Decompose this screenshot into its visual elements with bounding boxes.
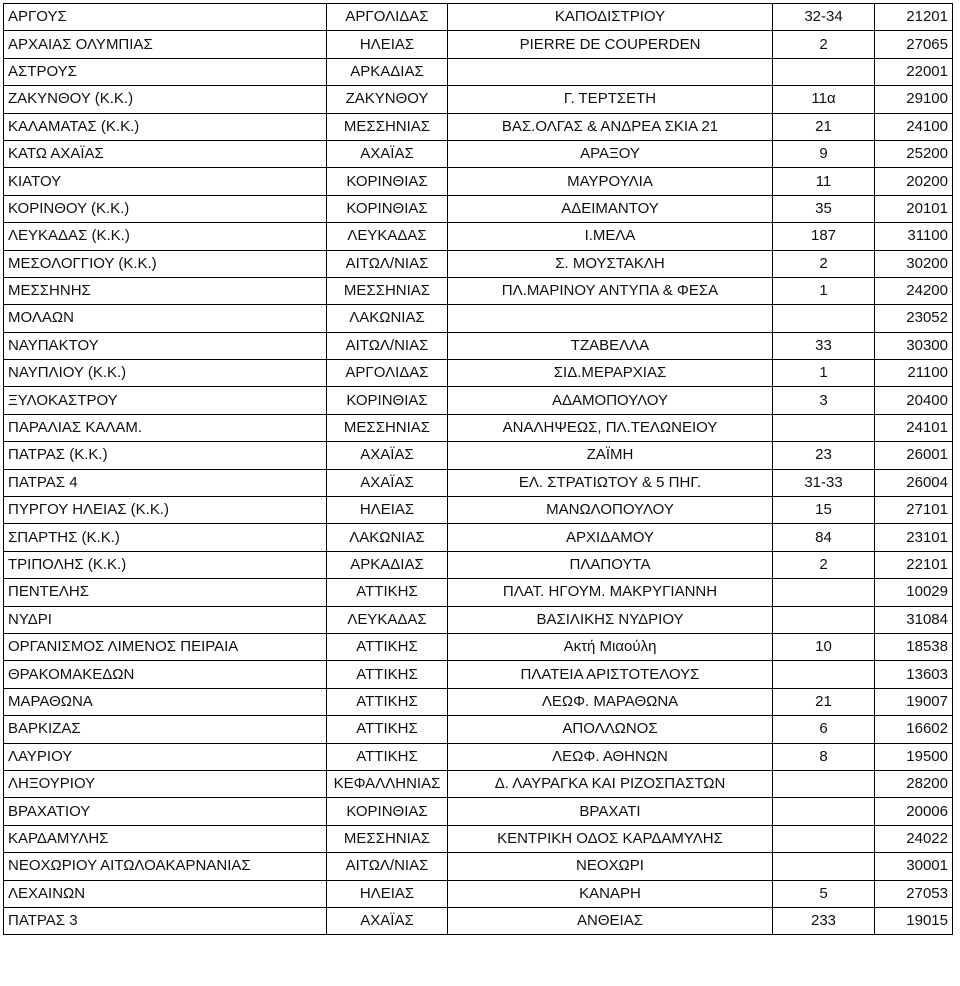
cell-number: 21	[773, 688, 875, 715]
cell-postal-code: 20400	[875, 387, 953, 414]
cell-number: 32-34	[773, 4, 875, 31]
cell-number: 2	[773, 31, 875, 58]
cell-postal-code: 30001	[875, 853, 953, 880]
cell-prefecture: ΑΡΚΑΔΙΑΣ	[327, 58, 448, 85]
cell-number: 233	[773, 907, 875, 934]
cell-city: ΜΕΣΣΗΝΗΣ	[4, 277, 327, 304]
cell-prefecture: ΑΡΚΑΔΙΑΣ	[327, 551, 448, 578]
cell-postal-code: 24200	[875, 277, 953, 304]
cell-postal-code: 19500	[875, 743, 953, 770]
cell-postal-code: 22101	[875, 551, 953, 578]
cell-prefecture: ΑΧΑΪΑΣ	[327, 140, 448, 167]
table-row	[4, 305, 953, 332]
cell-number: 3	[773, 387, 875, 414]
cell-street	[448, 305, 773, 332]
cell-city: ΠΑΤΡΑΣ 4	[4, 469, 327, 496]
cell-prefecture: ΛΕΥΚΑΔΑΣ	[327, 223, 448, 250]
table-row	[4, 688, 953, 715]
cell-number: 187	[773, 223, 875, 250]
cell-city: ΠΑΡΑΛΙΑΣ ΚΑΛΑΜ.	[4, 414, 327, 441]
cell-number: 15	[773, 497, 875, 524]
cell-street: Γ. ΤΕΡΤΣΕΤΗ	[448, 86, 773, 113]
cell-prefecture: ΑΙΤΩΛ/ΝΙΑΣ	[327, 250, 448, 277]
cell-number: 8	[773, 743, 875, 770]
cell-number: 33	[773, 332, 875, 359]
cell-number: 31-33	[773, 469, 875, 496]
cell-street: ΣΙΔ.ΜΕΡΑΡΧΙΑΣ	[448, 360, 773, 387]
cell-number: 23	[773, 442, 875, 469]
cell-prefecture: ΛΕΥΚΑΔΑΣ	[327, 606, 448, 633]
table-row	[4, 853, 953, 880]
cell-city: ΒΡΑΧΑΤΙΟΥ	[4, 798, 327, 825]
cell-number	[773, 825, 875, 852]
table-row	[4, 414, 953, 441]
cell-prefecture: ΑΙΤΩΛ/ΝΙΑΣ	[327, 853, 448, 880]
cell-number: 11α	[773, 86, 875, 113]
cell-city: ΑΡΓΟΥΣ	[4, 4, 327, 31]
cell-prefecture: ΑΤΤΙΚΗΣ	[327, 661, 448, 688]
cell-street: ΖΑΪΜΗ	[448, 442, 773, 469]
cell-prefecture: ΗΛΕΙΑΣ	[327, 497, 448, 524]
cell-postal-code: 24101	[875, 414, 953, 441]
cell-city: ΚΑΡΔΑΜΥΛΗΣ	[4, 825, 327, 852]
table-row	[4, 770, 953, 797]
cell-postal-code: 27053	[875, 880, 953, 907]
cell-number: 84	[773, 524, 875, 551]
cell-city: ΠΕΝΤΕΛΗΣ	[4, 579, 327, 606]
cell-city: ΜΑΡΑΘΩΝΑ	[4, 688, 327, 715]
cell-street: ΤΖΑΒΕΛΛΑ	[448, 332, 773, 359]
cell-street: ΑΡΑΞΟΥ	[448, 140, 773, 167]
cell-prefecture: ΜΕΣΣΗΝΙΑΣ	[327, 825, 448, 852]
cell-postal-code: 26001	[875, 442, 953, 469]
cell-postal-code: 25200	[875, 140, 953, 167]
cell-postal-code: 21100	[875, 360, 953, 387]
cell-postal-code: 24022	[875, 825, 953, 852]
cell-prefecture: ΑΤΤΙΚΗΣ	[327, 688, 448, 715]
cell-street: ΚΕΝΤΡΙΚΗ ΟΔΟΣ ΚΑΡΔΑΜΥΛΗΣ	[448, 825, 773, 852]
table-row	[4, 332, 953, 359]
table-row	[4, 113, 953, 140]
table-row	[4, 606, 953, 633]
cell-number	[773, 58, 875, 85]
cell-number: 10	[773, 633, 875, 660]
cell-street: Ι.ΜΕΛΑ	[448, 223, 773, 250]
table-row	[4, 469, 953, 496]
cell-street: ΠΛΑΠΟΥΤΑ	[448, 551, 773, 578]
cell-street: ΑΡΧΙΔΑΜΟΥ	[448, 524, 773, 551]
cell-street: ΚΑΠΟΔΙΣΤΡΙΟΥ	[448, 4, 773, 31]
cell-city: ΟΡΓΑΝΙΣΜΟΣ ΛΙΜΕΝΟΣ ΠΕΙΡΑΙΑ	[4, 633, 327, 660]
cell-city: ΑΡΧΑΙΑΣ ΟΛΥΜΠΙΑΣ	[4, 31, 327, 58]
cell-prefecture: ΑΤΤΙΚΗΣ	[327, 716, 448, 743]
cell-prefecture: ΖΑΚΥΝΘΟΥ	[327, 86, 448, 113]
cell-number	[773, 579, 875, 606]
cell-street: ΚΑΝΑΡΗ	[448, 880, 773, 907]
cell-city: ΛΕΧΑΙΝΩΝ	[4, 880, 327, 907]
table-row	[4, 223, 953, 250]
table-row	[4, 798, 953, 825]
cell-prefecture: ΑΤΤΙΚΗΣ	[327, 743, 448, 770]
table-row	[4, 551, 953, 578]
cell-city: ΝΥΔΡΙ	[4, 606, 327, 633]
cell-postal-code: 20006	[875, 798, 953, 825]
cell-city: ΚΑΤΩ ΑΧΑΪΑΣ	[4, 140, 327, 167]
cell-prefecture: ΑΧΑΪΑΣ	[327, 907, 448, 934]
cell-street: ΝΕΟΧΩΡΙ	[448, 853, 773, 880]
table-row	[4, 442, 953, 469]
cell-city: ΣΠΑΡΤΗΣ (Κ.Κ.)	[4, 524, 327, 551]
cell-city: ΝΑΥΠΛΙΟΥ (Κ.Κ.)	[4, 360, 327, 387]
cell-prefecture: ΚΟΡΙΝΘΙΑΣ	[327, 168, 448, 195]
cell-street: ΠΛΑΤΕΙΑ ΑΡΙΣΤΟΤΕΛΟΥΣ	[448, 661, 773, 688]
cell-postal-code: 30200	[875, 250, 953, 277]
cell-postal-code: 10029	[875, 579, 953, 606]
cell-prefecture: ΜΕΣΣΗΝΙΑΣ	[327, 113, 448, 140]
cell-prefecture: ΗΛΕΙΑΣ	[327, 31, 448, 58]
cell-street: ΜΑΥΡΟΥΛΙΑ	[448, 168, 773, 195]
cell-prefecture: ΚΕΦΑΛΛΗΝΙΑΣ	[327, 770, 448, 797]
table-row	[4, 360, 953, 387]
cell-prefecture: ΑΙΤΩΛ/ΝΙΑΣ	[327, 332, 448, 359]
cell-number	[773, 661, 875, 688]
cell-street: ΒΑΣΙΛΙΚΗΣ ΝΥΔΡΙΟΥ	[448, 606, 773, 633]
cell-street: ΠΛ.ΜΑΡΙΝΟΥ ΑΝΤΥΠΑ & ΦΕΣΑ	[448, 277, 773, 304]
cell-postal-code: 19007	[875, 688, 953, 715]
cell-street: ΛΕΩΦ. ΜΑΡΑΘΩΝΑ	[448, 688, 773, 715]
cell-prefecture: ΑΧΑΪΑΣ	[327, 442, 448, 469]
cell-city: ΞΥΛΟΚΑΣΤΡΟΥ	[4, 387, 327, 414]
cell-number	[773, 305, 875, 332]
cell-prefecture: ΑΧΑΪΑΣ	[327, 469, 448, 496]
cell-postal-code: 23052	[875, 305, 953, 332]
cell-prefecture: ΑΡΓΟΛΙΔΑΣ	[327, 360, 448, 387]
cell-prefecture: ΜΕΣΣΗΝΙΑΣ	[327, 414, 448, 441]
cell-prefecture: ΑΡΓΟΛΙΔΑΣ	[327, 4, 448, 31]
cell-postal-code: 20101	[875, 195, 953, 222]
cell-street: Δ. ΛΑΥΡΑΓΚΑ ΚΑΙ ΡΙΖΟΣΠΑΣΤΩΝ	[448, 770, 773, 797]
cell-city: ΠΑΤΡΑΣ (Κ.Κ.)	[4, 442, 327, 469]
cell-street: ΒΡΑΧΑΤΙ	[448, 798, 773, 825]
cell-number	[773, 770, 875, 797]
cell-postal-code: 22001	[875, 58, 953, 85]
cell-city: ΚΟΡΙΝΘΟΥ (Κ.Κ.)	[4, 195, 327, 222]
cell-prefecture: ΚΟΡΙΝΘΙΑΣ	[327, 798, 448, 825]
cell-street: ΑΔΑΜΟΠΟΥΛΟΥ	[448, 387, 773, 414]
table-row	[4, 195, 953, 222]
cell-number: 35	[773, 195, 875, 222]
cell-prefecture: ΚΟΡΙΝΘΙΑΣ	[327, 387, 448, 414]
cell-number: 21	[773, 113, 875, 140]
cell-city: ΛΕΥΚΑΔΑΣ (Κ.Κ.)	[4, 223, 327, 250]
cell-city: ΛΗΞΟΥΡΙΟΥ	[4, 770, 327, 797]
cell-street: Ακτή Μιαούλη	[448, 633, 773, 660]
table-row	[4, 633, 953, 660]
cell-street: ΑΔΕΙΜΑΝΤΟΥ	[448, 195, 773, 222]
table-row	[4, 524, 953, 551]
table-row	[4, 86, 953, 113]
cell-number	[773, 798, 875, 825]
cell-city: ΜΕΣΟΛΟΓΓΙΟΥ (Κ.Κ.)	[4, 250, 327, 277]
cell-postal-code: 13603	[875, 661, 953, 688]
cell-postal-code: 16602	[875, 716, 953, 743]
cell-street: ΑΠΟΛΛΩΝΟΣ	[448, 716, 773, 743]
cell-city: ΠΑΤΡΑΣ 3	[4, 907, 327, 934]
cell-street: ΜΑΝΩΛΟΠΟΥΛΟΥ	[448, 497, 773, 524]
table-row	[4, 661, 953, 688]
cell-number: 9	[773, 140, 875, 167]
cell-number: 2	[773, 551, 875, 578]
cell-postal-code: 23101	[875, 524, 953, 551]
cell-number: 5	[773, 880, 875, 907]
table-row	[4, 907, 953, 934]
cell-street	[448, 58, 773, 85]
cell-city: ΑΣΤΡΟΥΣ	[4, 58, 327, 85]
cell-city: ΠΥΡΓΟΥ ΗΛΕΙΑΣ (Κ.Κ.)	[4, 497, 327, 524]
cell-city: ΝΑΥΠΑΚΤΟΥ	[4, 332, 327, 359]
cell-number	[773, 414, 875, 441]
post-office-address-table	[3, 3, 953, 935]
cell-city: ΝΕΟΧΩΡΙΟΥ ΑΙΤΩΛΟΑΚΑΡΝΑΝΙΑΣ	[4, 853, 327, 880]
table-row	[4, 880, 953, 907]
cell-street: ΑΝΘΕΙΑΣ	[448, 907, 773, 934]
cell-city: ΘΡΑΚΟΜΑΚΕΔΩΝ	[4, 661, 327, 688]
cell-prefecture: ΑΤΤΙΚΗΣ	[327, 579, 448, 606]
cell-postal-code: 31100	[875, 223, 953, 250]
table-body	[4, 4, 953, 935]
cell-street: ΠΛΑΤ. ΗΓΟΥΜ. ΜΑΚΡΥΓΙΑΝΝΗ	[448, 579, 773, 606]
cell-street: Σ. ΜΟΥΣΤΑΚΛΗ	[448, 250, 773, 277]
cell-city: ΖΑΚΥΝΘΟΥ (Κ.Κ.)	[4, 86, 327, 113]
cell-prefecture: ΑΤΤΙΚΗΣ	[327, 633, 448, 660]
cell-number: 2	[773, 250, 875, 277]
cell-postal-code: 21201	[875, 4, 953, 31]
table-row	[4, 4, 953, 31]
cell-postal-code: 18538	[875, 633, 953, 660]
cell-postal-code: 29100	[875, 86, 953, 113]
cell-city: ΤΡΙΠΟΛΗΣ (Κ.Κ.)	[4, 551, 327, 578]
cell-prefecture: ΗΛΕΙΑΣ	[327, 880, 448, 907]
cell-number: 1	[773, 360, 875, 387]
cell-postal-code: 27101	[875, 497, 953, 524]
cell-postal-code: 20200	[875, 168, 953, 195]
cell-street: ΑΝΑΛΗΨΕΩΣ, ΠΛ.ΤΕΛΩΝΕΙΟΥ	[448, 414, 773, 441]
cell-number: 6	[773, 716, 875, 743]
table-row	[4, 716, 953, 743]
cell-postal-code: 31084	[875, 606, 953, 633]
table-row	[4, 58, 953, 85]
cell-prefecture: ΜΕΣΣΗΝΙΑΣ	[327, 277, 448, 304]
cell-prefecture: ΚΟΡΙΝΘΙΑΣ	[327, 195, 448, 222]
cell-postal-code: 27065	[875, 31, 953, 58]
cell-postal-code: 24100	[875, 113, 953, 140]
table-row	[4, 497, 953, 524]
table-row	[4, 140, 953, 167]
table-row	[4, 277, 953, 304]
cell-street: ΛΕΩΦ. ΑΘΗΝΩΝ	[448, 743, 773, 770]
cell-postal-code: 28200	[875, 770, 953, 797]
table-row	[4, 743, 953, 770]
cell-city: ΜΟΛΑΩΝ	[4, 305, 327, 332]
cell-number: 11	[773, 168, 875, 195]
table-row	[4, 31, 953, 58]
cell-prefecture: ΛΑΚΩΝΙΑΣ	[327, 305, 448, 332]
table-row	[4, 250, 953, 277]
table-row	[4, 387, 953, 414]
cell-prefecture: ΛΑΚΩΝΙΑΣ	[327, 524, 448, 551]
cell-city: ΚΑΛΑΜΑΤΑΣ (Κ.Κ.)	[4, 113, 327, 140]
cell-number	[773, 853, 875, 880]
cell-number: 1	[773, 277, 875, 304]
table-row	[4, 168, 953, 195]
table-row	[4, 579, 953, 606]
cell-city: ΚΙΑΤΟΥ	[4, 168, 327, 195]
cell-street: PIERRE DE COUPERDEN	[448, 31, 773, 58]
cell-city: ΒΑΡΚΙΖΑΣ	[4, 716, 327, 743]
cell-city: ΛΑΥΡΙΟΥ	[4, 743, 327, 770]
cell-postal-code: 26004	[875, 469, 953, 496]
cell-street: ΕΛ. ΣΤΡΑΤΙΩΤΟΥ & 5 ΠΗΓ.	[448, 469, 773, 496]
cell-postal-code: 19015	[875, 907, 953, 934]
cell-street: ΒΑΣ.ΟΛΓΑΣ & ΑΝΔΡΕΑ ΣΚΙΑ 21	[448, 113, 773, 140]
cell-number	[773, 606, 875, 633]
table-row	[4, 825, 953, 852]
cell-postal-code: 30300	[875, 332, 953, 359]
